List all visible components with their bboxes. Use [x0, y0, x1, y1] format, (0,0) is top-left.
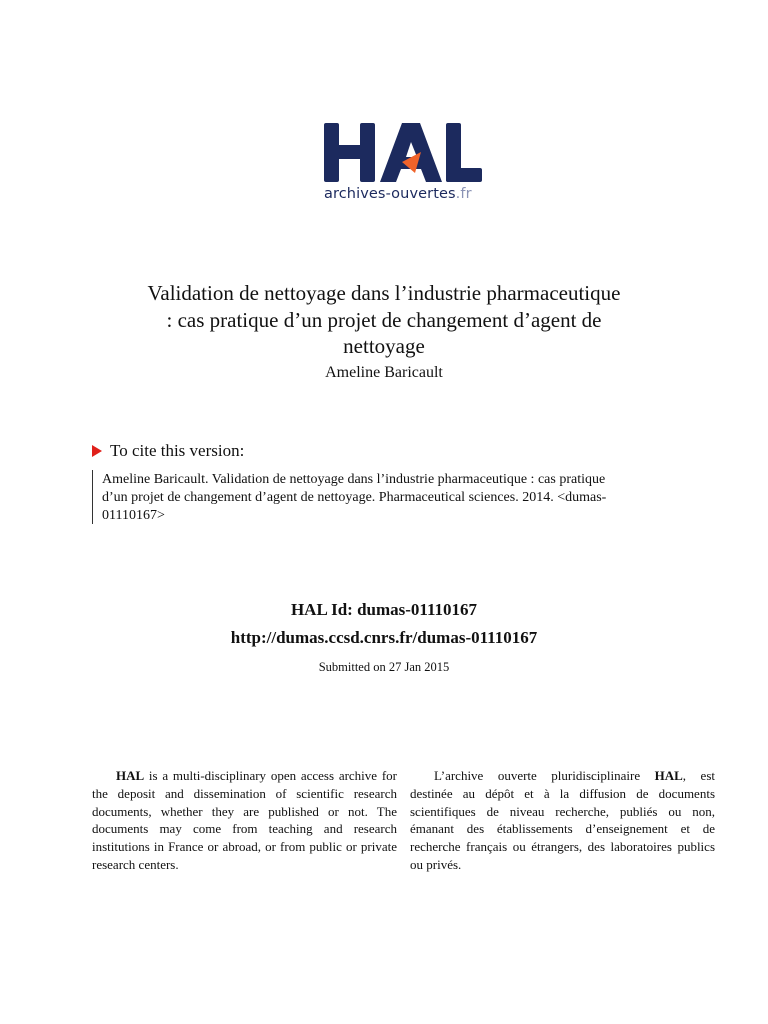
cite-heading-label: To cite this version: [110, 441, 245, 460]
hal-tagline [324, 186, 472, 202]
description-french-text-after: , est destinée au dépôt et à la diffusion de documents scientifiques de niveau recherche, publiés ou non, émanant des établissements d’enseignement et de recherche français ou étrangers, des laboratoires publics ou privés. [410, 768, 715, 872]
hal-id: HAL Id: dumas-01110167 [290, 600, 478, 619]
description-english-text: is a multi-disciplinary open access archive for the deposit and dissemination of scientific research documents, whether they are published or not. The documents may come from teaching and research institutions in France or abroad, or from public or private research centers. [92, 768, 397, 872]
description-english [92, 767, 397, 874]
hal-url-link[interactable]: http://dumas.ccsd.cnrs.fr/dumas-01110167 [230, 628, 538, 647]
citation-block [92, 470, 725, 524]
hal-lead-fr: HAL [654, 768, 683, 783]
citation-text [102, 471, 723, 525]
document-title [80, 280, 688, 360]
hal-logo [322, 118, 484, 210]
cite-heading [92, 441, 244, 461]
tagline-main: archives-ouvertes [324, 186, 456, 202]
hal-wordmark-icon [322, 118, 484, 184]
citation-line: 01110167> [102, 508, 165, 523]
tagline-suffix: .fr [455, 186, 472, 202]
description-french [410, 767, 715, 874]
title-line: Validation de nettoyage dans l’industrie pharmaceutique [147, 281, 621, 305]
title-line: nettoyage [343, 334, 425, 358]
submission-date: Submitted on 27 Jan 2015 [318, 660, 450, 674]
document-author: Ameline Baricault [325, 364, 443, 381]
citation-line: Ameline Baricault. Validation de nettoyage dans l’industrie pharmaceutique : cas pratique [102, 472, 606, 487]
triangle-marker-icon [92, 445, 102, 457]
hal-lead-en: HAL [116, 768, 145, 783]
citation-line: d’un projet de changement d’agent de nettoyage. Pharmaceutical sciences. 2014. <dumas- [102, 490, 607, 505]
title-line: : cas pratique d’un projet de changement d’agent de [166, 307, 602, 332]
description-french-text-before: L’archive ouverte pluridisciplinaire [434, 768, 655, 783]
